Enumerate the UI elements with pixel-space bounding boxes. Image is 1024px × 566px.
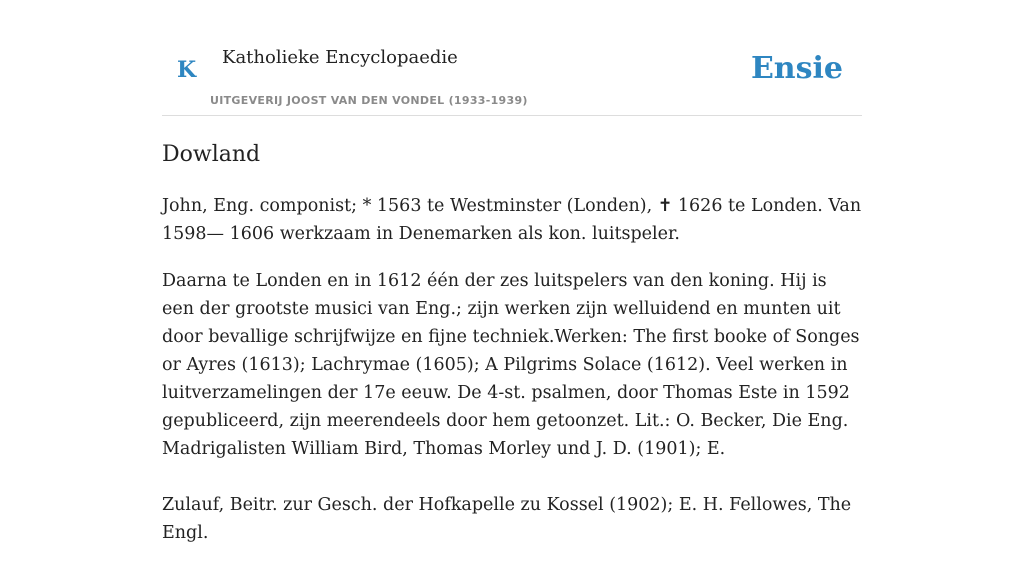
article-paragraph: Daarna te Londen en in 1612 één der zes luitspelers van den koning. Hij is een der grootste musici van Eng.; zijn werken zijn welluidend en munten uit door bevallige schrijfwijze en fijne techniek.Werken: The first booke of Songes or Ayres (1613); Lachrymae (1605); A Pilgrims Solace (1612). Veel werken in luitverzamelingen der 17e eeuw. De 4-st. psalmen, door Thomas Este in 1592 gepubliceerd, zijn meerendeels door hem getoonzet. Lit.: O. Becker, Die Eng. Madrigalisten William Bird, Thomas Morley und J. D. (1901); E. xyxy=(162,271,860,459)
site-header xyxy=(162,0,862,116)
article-paragraph: Zulauf, Beitr. zur Gesch. der Hofkapelle zu Kossel (1902); E. H. Fellowes, The Engl. xyxy=(162,495,852,543)
article-paragraph: John, Eng. componist; * 1563 te Westminster (Londen), ✝ 1626 te Londen. Van 1598— 1606 werkzaam in Denemarken als kon. luitspeler. xyxy=(162,196,862,244)
article-body xyxy=(162,192,864,566)
site-subtitle: UITGEVERIJ JOOST VAN DEN VONDEL (1933-1939) xyxy=(210,94,528,107)
site-title[interactable]: Katholieke Encyclopaedie xyxy=(222,47,458,68)
article-title: Dowland xyxy=(162,142,261,167)
ensie-brand-link[interactable]: Ensie xyxy=(750,51,843,86)
site-logo[interactable]: K xyxy=(177,57,197,83)
